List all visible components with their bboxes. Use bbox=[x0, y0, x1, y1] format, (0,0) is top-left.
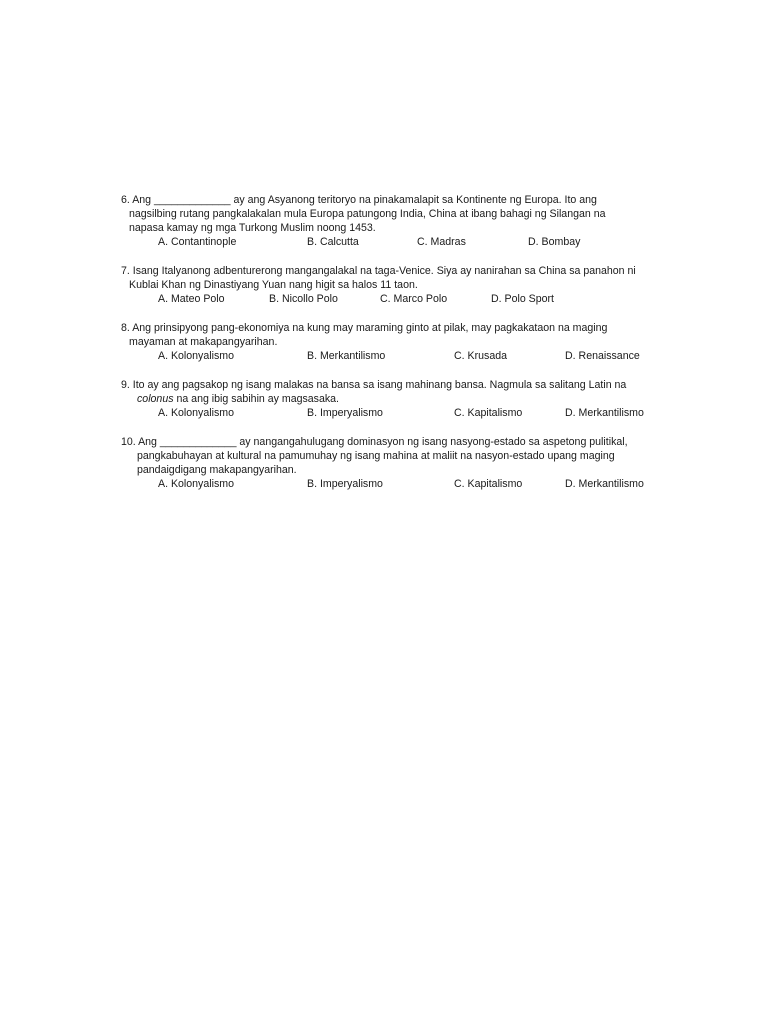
answer-choices bbox=[121, 477, 661, 491]
choice-a: A. Kolonyalismo bbox=[158, 350, 234, 362]
question-8 bbox=[121, 321, 661, 363]
choice-c: C. Kapitalismo bbox=[454, 478, 523, 490]
choice-d: D. Polo Sport bbox=[491, 293, 555, 305]
question-9 bbox=[121, 378, 661, 420]
choice-b: B. Imperyalismo bbox=[307, 407, 383, 419]
latin-word: colonus bbox=[137, 393, 174, 405]
question-text-line: napasa kamay ng mga Turkong Muslim noong 1453. bbox=[129, 222, 376, 234]
question-6 bbox=[121, 193, 661, 249]
question-text-line: 8. Ang prinsipyong pang-ekonomiya na kung may maraming ginto at pilak, may pagkakataon na maging bbox=[121, 322, 608, 334]
question-7 bbox=[121, 264, 661, 306]
choice-c: C. Madras bbox=[417, 236, 466, 248]
question-text-line: 10. Ang _____________ ay nangangahulugang dominasyon ng isang nasyong-estado sa aspetong pulitikal, bbox=[121, 436, 628, 448]
choice-c: C. Kapitalismo bbox=[454, 407, 523, 419]
question-text-line bbox=[121, 392, 661, 406]
question-text-line: mayaman at makapangyarihan. bbox=[129, 336, 278, 348]
choice-d: D. Bombay bbox=[528, 236, 581, 248]
question-text-line: 6. Ang _____________ ay ang Asyanong teritoryo na pinakamalapit sa Kontinente ng Europa. Ito ang bbox=[121, 194, 597, 206]
question-text-line: pangkabuhayan at kultural na pamumuhay ng isang mahina at maliit na nasyon-estado upang maging bbox=[137, 450, 615, 462]
question-text-line: 9. Ito ay ang pagsakop ng isang malakas na bansa sa isang mahinang bansa. Nagmula sa salitang Latin na bbox=[121, 379, 627, 391]
answer-choices bbox=[121, 349, 661, 363]
choice-b: B. Merkantilismo bbox=[307, 350, 386, 362]
question-text-line: 7. Isang Italyanong adbenturerong mangangalakal na taga-Venice. Siya ay nanirahan sa China sa panahon ni bbox=[121, 265, 636, 277]
answer-choices bbox=[121, 235, 661, 249]
question-text-rest: na ang ibig sabihin ay magsasaka. bbox=[173, 393, 340, 405]
choice-d: D. Merkantilismo bbox=[565, 478, 644, 490]
answer-choices bbox=[121, 406, 661, 420]
question-10 bbox=[121, 435, 661, 491]
choice-a: A. Kolonyalismo bbox=[158, 407, 234, 419]
choice-d: D. Renaissance bbox=[565, 350, 640, 362]
choice-c: C. Marco Polo bbox=[380, 293, 448, 305]
question-text-line: nagsilbing rutang pangkalakalan mula Europa patungong India, China at ibang bahagi ng Silangan na bbox=[129, 208, 606, 220]
choice-a: A. Contantinople bbox=[158, 236, 237, 248]
choice-c: C. Krusada bbox=[454, 350, 507, 362]
choice-d: D. Merkantilismo bbox=[565, 407, 644, 419]
choice-b: B. Nicollo Polo bbox=[269, 293, 338, 305]
choice-a: A. Mateo Polo bbox=[158, 293, 225, 305]
choice-b: B. Imperyalismo bbox=[307, 478, 383, 490]
choice-b: B. Calcutta bbox=[307, 236, 359, 248]
choice-a: A. Kolonyalismo bbox=[158, 478, 234, 490]
question-text-line: pandaigdigang makapangyarihan. bbox=[137, 464, 297, 476]
answer-choices bbox=[121, 292, 661, 306]
question-text-line: Kublai Khan ng Dinastiyang Yuan nang higit sa halos 11 taon. bbox=[129, 279, 418, 291]
